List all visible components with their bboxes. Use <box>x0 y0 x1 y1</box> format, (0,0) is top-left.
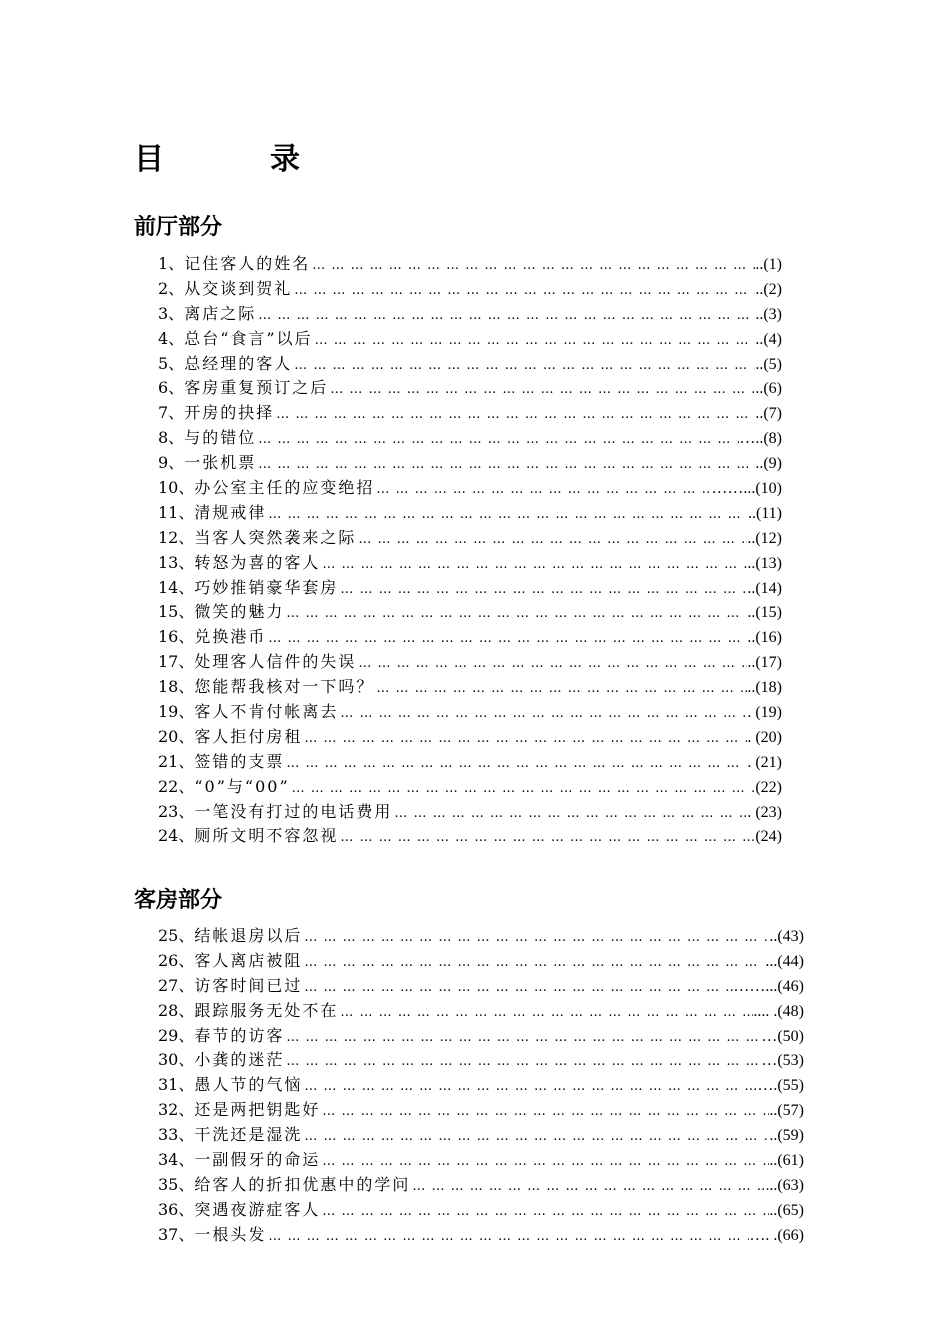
toc-entry-number: 35、 <box>158 1174 195 1194</box>
toc-entry <box>158 649 782 674</box>
toc-entry-title: 离店之际 <box>184 303 257 323</box>
toc-entry <box>158 1122 804 1147</box>
toc-dot-leader <box>302 980 733 995</box>
toc-entry-number: 30、 <box>158 1050 195 1070</box>
toc-dot-leader <box>338 706 747 721</box>
toc-entry <box>158 624 782 649</box>
toc-entry <box>158 500 782 525</box>
toc-entry <box>158 400 782 425</box>
toc-entry-page-number: ...(44) <box>765 952 804 970</box>
toc-entry-number: 16、 <box>158 627 195 647</box>
toc-entry-title: 兑换港币 <box>194 627 267 647</box>
toc-entry-title: 春节的访客 <box>194 1025 285 1045</box>
toc-entry-title: 还是两把钥匙好 <box>194 1100 321 1120</box>
toc-entry-page-number: ..(57) <box>769 1102 804 1120</box>
toc-entry <box>158 823 782 848</box>
toc-entry-title: 干洗还是湿洗 <box>194 1125 303 1145</box>
toc-entry-number: 14、 <box>158 577 195 597</box>
toc-entry-page-number: ..(18) <box>747 679 782 697</box>
toc-entry-number: 19、 <box>158 702 195 722</box>
toc-entry-page-number: ..(6) <box>755 380 782 398</box>
toc-dot-leader <box>266 1229 749 1244</box>
toc-entry-title: 当客人突然袭来之际 <box>194 527 357 547</box>
toc-entry-title: 愚人节的气恼 <box>194 1075 303 1095</box>
toc-entry <box>158 599 782 624</box>
toc-entry-page-number: ….(55) <box>757 1077 804 1095</box>
toc-entry <box>158 351 782 376</box>
toc-entry-number: 34、 <box>158 1150 195 1170</box>
toc-entry-page-number: . (19) <box>747 704 782 722</box>
toc-dot-leader <box>284 606 747 621</box>
toc-entry-title: 微笑的魅力 <box>194 602 285 622</box>
toc-dot-leader <box>302 1129 769 1144</box>
toc-entry-number: 21、 <box>158 751 195 771</box>
toc-entry-page-number: ..(3) <box>755 305 782 323</box>
toc-entry-page-number: ..(17) <box>747 654 782 672</box>
toc-entry-title: 总台“食言”以后 <box>184 328 313 348</box>
toc-entry <box>158 575 782 600</box>
toc-dot-leader <box>356 656 747 671</box>
toc-entry <box>158 276 782 301</box>
toc-dot-leader <box>302 955 765 970</box>
toc-entry-number: 3、 <box>158 303 185 323</box>
toc-entry-number: 26、 <box>158 950 195 970</box>
toc-entry-page-number: ..(12) <box>747 529 782 547</box>
toc-entry <box>158 1197 804 1222</box>
toc-entry <box>158 1172 804 1197</box>
toc-entry-page-number: ..(9) <box>755 455 782 473</box>
toc-entry-number: 18、 <box>158 677 195 697</box>
toc-dot-leader <box>313 333 756 348</box>
section-heading-housekeeping: 客房部分 <box>134 888 223 913</box>
toc-entry-page-number: ..(65) <box>769 1201 804 1219</box>
toc-entry-page-number: ..(5) <box>755 355 782 373</box>
toc-dot-leader <box>302 930 769 945</box>
toc-dot-leader <box>310 258 755 273</box>
toc-entry-page-number: .... .(48) <box>753 1002 804 1020</box>
toc-entry-number: 37、 <box>158 1224 195 1244</box>
toc-entry-page-number: …. .(66) <box>749 1226 804 1244</box>
toc-entry-page-number: ..(1) <box>755 256 782 273</box>
toc-entry-number: 10、 <box>158 478 195 498</box>
toc-entry-number: 17、 <box>158 652 195 672</box>
toc-entry-title: 一副假牙的命运 <box>194 1150 321 1170</box>
toc-entry-number: 2、 <box>158 278 185 298</box>
toc-entry <box>158 1222 804 1247</box>
toc-entry <box>158 774 782 799</box>
toc-entry-number: 22、 <box>158 776 195 796</box>
toc-entry <box>158 251 782 276</box>
toc-entry-title: 总经理的客人 <box>184 353 293 373</box>
toc-dot-leader <box>266 507 748 522</box>
toc-entry <box>158 525 782 550</box>
toc-dot-leader <box>302 731 747 746</box>
toc-entry <box>158 375 782 400</box>
toc-dot-leader <box>374 482 711 497</box>
toc-entry <box>158 550 782 575</box>
toc-entry-page-number: ..(61) <box>769 1152 804 1170</box>
toc-entry-page-number: …..(8) <box>739 430 782 448</box>
toc-entry-page-number: ……...(46) <box>733 977 804 995</box>
toc-dot-leader <box>256 457 755 472</box>
toc-entry-title: 巧妙推销豪华套房 <box>194 577 339 597</box>
toc-entry-page-number: (22) <box>755 778 782 796</box>
toc-entry-page-number: (24) <box>755 828 782 846</box>
toc-entry <box>158 450 782 475</box>
toc-entry-page-number: ..(11) <box>747 504 782 522</box>
toc-entry <box>158 948 804 973</box>
toc-entry <box>158 699 782 724</box>
toc-entry-title: 记住客人的姓名 <box>184 254 311 273</box>
toc-entry-page-number: ..(43) <box>769 928 804 945</box>
toc-entry-title: 开房的抉择 <box>184 403 275 423</box>
toc-entry-page-number: ..(16) <box>747 629 782 647</box>
page-title: 目 录 <box>134 142 338 177</box>
toc-entry <box>158 724 782 749</box>
toc-dot-leader <box>320 1204 769 1219</box>
toc-entry-number: 1、 <box>158 254 185 273</box>
toc-dot-leader <box>284 1030 761 1045</box>
toc-entry-title: 客人离店被阻 <box>194 950 303 970</box>
toc-entry-page-number: . (20) <box>747 728 782 746</box>
toc-entry-number: 25、 <box>158 926 195 945</box>
toc-entry-number: 28、 <box>158 1000 195 1020</box>
toc-entry-title: “0”与“00” <box>194 776 290 796</box>
toc-entry-page-number: . (21) <box>747 753 782 771</box>
toc-entry-title: 转怒为喜的客人 <box>194 552 321 572</box>
toc-dot-leader <box>338 830 755 845</box>
toc-entry-title: 清规戒律 <box>194 502 267 522</box>
toc-entry-number: 29、 <box>158 1025 195 1045</box>
toc-entry-page-number: ..(2) <box>755 280 782 298</box>
toc-dot-leader <box>320 1104 769 1119</box>
toc-dot-leader <box>274 407 755 422</box>
toc-entry-page-number: ..(14) <box>747 579 782 597</box>
toc-entry-number: 33、 <box>158 1125 195 1145</box>
toc-entry <box>158 923 804 948</box>
toc-entry-number: 20、 <box>158 726 195 746</box>
toc-entry-title: 一根头发 <box>194 1224 267 1244</box>
toc-entry-number: 4、 <box>158 328 185 348</box>
toc-entry <box>158 1147 804 1172</box>
toc-dot-leader <box>302 1079 757 1094</box>
toc-entry-page-number: …(53) <box>761 1052 804 1070</box>
toc-entry-page-number: ……...(10) <box>711 480 782 498</box>
toc-dot-leader <box>338 582 747 597</box>
toc-entry-title: 跟踪服务无处不在 <box>194 1000 339 1020</box>
toc-entry-number: 13、 <box>158 552 195 572</box>
toc-entry-page-number: ..(7) <box>755 405 782 423</box>
toc-entry-number: 5、 <box>158 353 185 373</box>
toc-entry <box>158 425 782 450</box>
toc-entry <box>158 1097 804 1122</box>
toc-entry-title: 给客人的折扣优惠中的学问 <box>194 1174 411 1194</box>
toc-entry-number: 36、 <box>158 1199 195 1219</box>
toc-dot-leader <box>266 631 747 646</box>
toc-dot-leader <box>328 382 755 397</box>
toc-dot-leader <box>290 781 756 796</box>
toc-entry-number: 6、 <box>158 378 185 398</box>
toc-entry-title: 从交谈到贺礼 <box>184 278 293 298</box>
toc-dot-leader <box>320 557 747 572</box>
toc-entry-title: 办公室主任的应变绝招 <box>194 478 375 498</box>
toc-entry-number: 8、 <box>158 428 185 448</box>
toc-entry-number: 9、 <box>158 453 185 473</box>
toc-entry-title: 一笔没有打过的电话费用 <box>194 801 393 821</box>
toc-entry-title: 结帐退房以后 <box>194 926 303 945</box>
toc-entry-number: 7、 <box>158 403 185 423</box>
toc-list-front-office <box>158 251 782 848</box>
toc-entry-number: 12、 <box>158 527 195 547</box>
section-heading-front-office: 前厅部分 <box>134 215 223 240</box>
toc-entry-page-number: ..(63) <box>769 1176 804 1194</box>
toc-entry <box>158 799 782 824</box>
toc-dot-leader <box>256 308 755 323</box>
toc-entry-number: 27、 <box>158 975 195 995</box>
toc-dot-leader <box>374 681 747 696</box>
toc-entry-number: 11、 <box>158 502 195 522</box>
toc-entry-title: 突遇夜游症客人 <box>194 1199 321 1219</box>
toc-dot-leader <box>292 283 755 298</box>
toc-entry <box>158 301 782 326</box>
toc-entry <box>158 475 782 500</box>
toc-entry-title: 厕所文明不容忽视 <box>194 826 339 846</box>
toc-dot-leader <box>410 1179 769 1194</box>
toc-dot-leader <box>338 1005 753 1020</box>
toc-entry-number: 15、 <box>158 602 195 622</box>
toc-list-housekeeping <box>158 923 804 1247</box>
toc-dot-leader <box>356 532 747 547</box>
toc-dot-leader <box>284 1054 761 1069</box>
toc-entry <box>158 326 782 351</box>
toc-entry-page-number: ..(15) <box>747 604 782 622</box>
toc-entry-page-number: …(50) <box>761 1027 804 1045</box>
toc-entry <box>158 973 804 998</box>
toc-entry <box>158 1047 804 1072</box>
toc-entry <box>158 749 782 774</box>
toc-entry-title: 访客时间已过 <box>194 975 303 995</box>
toc-entry-title: 小龚的迷茫 <box>194 1050 285 1070</box>
toc-entry-title: 与的错位 <box>184 428 257 448</box>
toc-entry <box>158 674 782 699</box>
toc-entry-page-number: ..(13) <box>747 554 782 572</box>
toc-entry-title: 您能帮我核对一下吗？ <box>194 677 375 697</box>
toc-entry-number: 31、 <box>158 1075 195 1095</box>
toc-dot-leader <box>256 432 739 447</box>
toc-dot-leader <box>320 1154 769 1169</box>
toc-entry-title: 客人不肯付帐离去 <box>194 702 339 722</box>
toc-entry-title: 处理客人信件的失误 <box>194 652 357 672</box>
toc-entry-title: 签错的支票 <box>194 751 285 771</box>
toc-entry-page-number: ..(59) <box>769 1127 804 1145</box>
toc-entry-title: 客人拒付房租 <box>194 726 303 746</box>
toc-entry <box>158 1023 804 1048</box>
toc-entry-page-number: . (23) <box>747 803 782 821</box>
toc-entry-page-number: ..(4) <box>755 330 782 348</box>
toc-entry-number: 24、 <box>158 826 195 846</box>
toc-entry-number: 32、 <box>158 1100 195 1120</box>
toc-dot-leader <box>292 358 755 373</box>
toc-entry <box>158 1072 804 1097</box>
toc-entry-title: 客房重复预订之后 <box>184 378 329 398</box>
toc-entry-title: 一张机票 <box>184 453 257 473</box>
toc-dot-leader <box>392 806 747 821</box>
toc-entry <box>158 998 804 1023</box>
toc-dot-leader <box>284 756 747 771</box>
toc-entry-number: 23、 <box>158 801 195 821</box>
